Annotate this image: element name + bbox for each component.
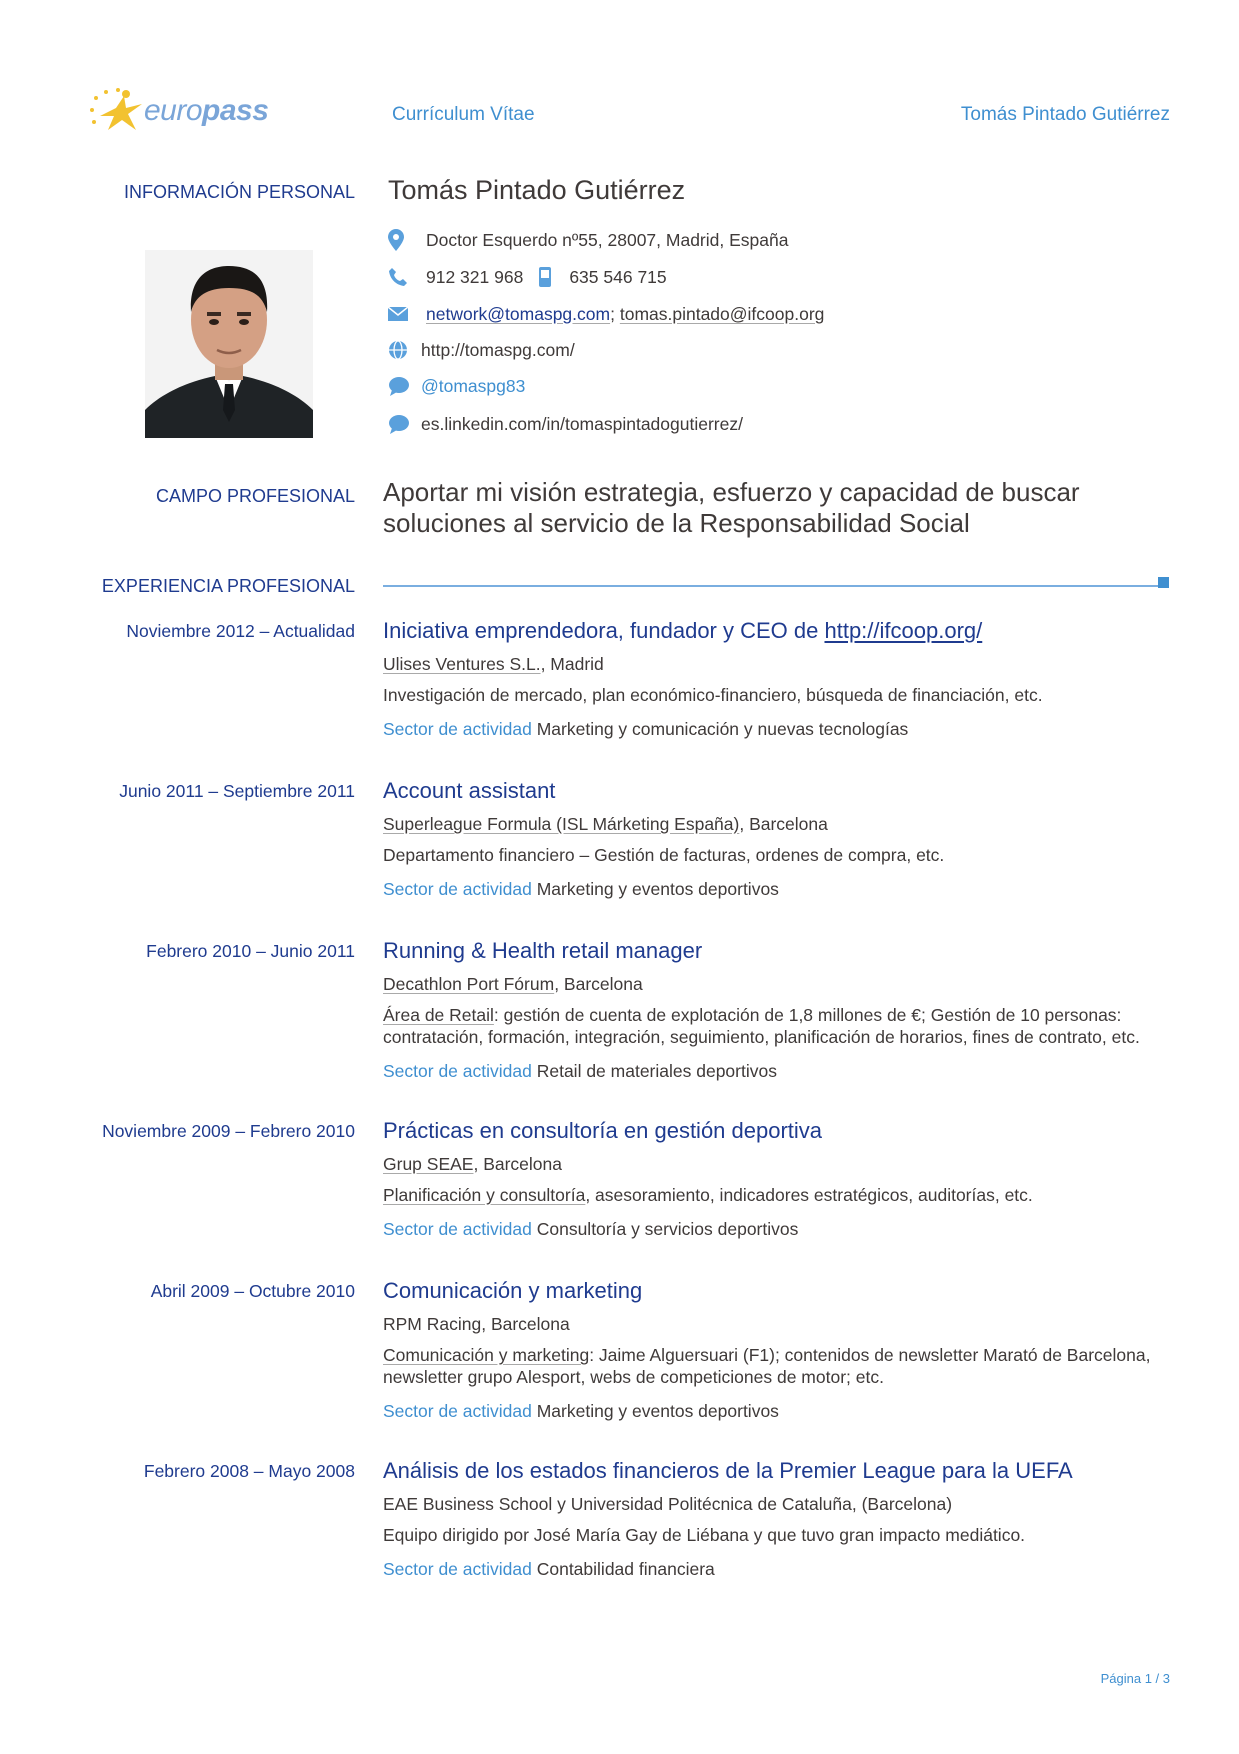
job-sector: Sector de actividad Marketing y eventos deportivos	[383, 879, 779, 899]
speech-bubble-icon	[388, 413, 412, 435]
job-date: Febrero 2010 – Junio 2011	[146, 941, 355, 961]
job-description: Equipo dirigido por José María Gay de Liébana y que tuvo gran impacto mediático.	[383, 1525, 1026, 1545]
section-divider-square	[1158, 577, 1169, 588]
contact-phones	[388, 265, 667, 289]
job-sector: Sector de actividad Marketing y eventos deportivos	[383, 1401, 779, 1421]
phone-icon	[388, 266, 416, 288]
job-title: Account assistant	[383, 778, 556, 803]
europass-logo: europass	[86, 86, 266, 136]
job-employer: Superleague Formula (ISL Márketing España), Barcelona	[383, 814, 828, 834]
job-date: Febrero 2008 – Mayo 2008	[143, 1461, 355, 1481]
job-employer: EAE Business School y Universidad Politécnica de Cataluña, (Barcelona)	[383, 1494, 953, 1514]
section-label-experience: EXPERIENCIA PROFESIONAL	[101, 576, 355, 596]
job-description: Departamento financiero – Gestión de facturas, ordenes de compra, etc.	[383, 845, 945, 865]
section-label-campo: CAMPO PROFESIONAL	[155, 486, 355, 506]
job-employer: Decathlon Port Fórum, Barcelona	[383, 974, 643, 994]
job-date: Junio 2011 – Septiembre 2011	[119, 781, 355, 801]
job-title: Iniciativa emprendedora, fundador y CEO de http://ifcoop.org/	[383, 618, 983, 643]
phone-text: 912 321 968	[426, 266, 524, 287]
contact-linkedin	[388, 412, 743, 436]
job-employer: Ulises Ventures S.L., Madrid	[383, 654, 604, 674]
campo-statement: Aportar mi visión estrategia, esfuerzo y capacidad de buscar soluciones al servicio de la Responsabilidad Social	[383, 477, 1080, 538]
job-title: Prácticas en consultoría en gestión deportiva	[383, 1118, 823, 1143]
section-label-personal: INFORMACIÓN PERSONAL	[123, 182, 355, 202]
profile-photo	[145, 250, 313, 438]
header-person-name: Tomás Pintado Gutiérrez	[960, 104, 1170, 125]
job-date: Noviembre 2009 – Febrero 2010	[102, 1121, 355, 1141]
contact-address	[388, 228, 788, 252]
twitter-handle[interactable]: @tomaspg83	[421, 375, 526, 396]
email-secondary-link[interactable]: tomas.pintado@ifcoop.org	[619, 303, 825, 324]
location-pin-icon	[388, 229, 416, 251]
job-sector: Sector de actividad Contabilidad financiera	[383, 1559, 715, 1579]
contact-website	[388, 338, 575, 362]
job-description-cont: newsletter grupo Alesport, webs de competiciones de motor; etc.	[383, 1367, 884, 1387]
job-entry	[383, 618, 1163, 740]
job-title: Comunicación y marketing	[383, 1278, 643, 1303]
job-title: Running & Health retail manager	[383, 938, 703, 963]
speech-bubble-icon	[388, 375, 412, 397]
job-title: Análisis de los estados financieros de la Premier League para la UEFA	[383, 1458, 1073, 1483]
address-text: Doctor Esquerdo nº55, 28007, Madrid, España	[426, 229, 789, 250]
website-link[interactable]: http://tomaspg.com/	[421, 339, 575, 360]
email-primary-link[interactable]: network@tomaspg.com	[426, 303, 611, 324]
envelope-icon	[388, 303, 416, 325]
person-name: Tomás Pintado Gutiérrez	[388, 175, 686, 205]
job-entry	[383, 1118, 1163, 1240]
page-number: Página 1 / 3	[1100, 1671, 1170, 1686]
job-date: Abril 2009 – Octubre 2010	[150, 1281, 355, 1301]
contact-twitter	[388, 374, 525, 398]
job-employer: RPM Racing, Barcelona	[383, 1314, 570, 1334]
mobile-text: 635 546 715	[569, 266, 667, 287]
job-entry	[383, 1278, 1163, 1422]
mobile-phone-icon	[539, 266, 559, 288]
job-date: Noviembre 2012 – Actualidad	[126, 621, 355, 641]
job-description-cont: contratación, formación, integración, seguimiento, planificación de horarios, fines de contrato, etc.	[383, 1027, 1140, 1047]
job-entry	[383, 938, 1163, 1082]
job-description: Investigación de mercado, plan económico-financiero, búsqueda de financiación, etc.	[383, 685, 1043, 705]
document-title: Currículum Vítae	[392, 104, 535, 125]
job-sector: Sector de actividad Marketing y comunicación y nuevas tecnologías	[383, 719, 909, 739]
job-description: Planificación y consultoría, asesoramiento, indicadores estratégicos, auditorías, etc.	[383, 1185, 1033, 1205]
job-description: Área de Retail: gestión de cuenta de explotación de 1,8 millones de €; Gestión de 10 personas:	[383, 1005, 1122, 1025]
contact-emails: network@tomaspg.com ; tomas.pintado@ifcoop.org	[388, 302, 824, 326]
linkedin-link[interactable]: es.linkedin.com/in/tomaspintadogutierrez/	[421, 413, 743, 434]
job-sector: Sector de actividad Retail de materiales deportivos	[383, 1061, 777, 1081]
job-entry	[383, 778, 1163, 900]
ifcoop-link[interactable]: http://ifcoop.org/	[824, 618, 983, 643]
section-divider	[383, 585, 1163, 587]
globe-icon	[388, 339, 412, 361]
job-employer: Grup SEAE, Barcelona	[383, 1154, 562, 1174]
job-description: Comunicación y marketing: Jaime Alguersuari (F1); contenidos de newsletter Marató de Barcelona,	[383, 1345, 1151, 1365]
job-entry	[383, 1458, 1163, 1580]
job-sector: Sector de actividad Consultoría y servicios deportivos	[383, 1219, 799, 1239]
